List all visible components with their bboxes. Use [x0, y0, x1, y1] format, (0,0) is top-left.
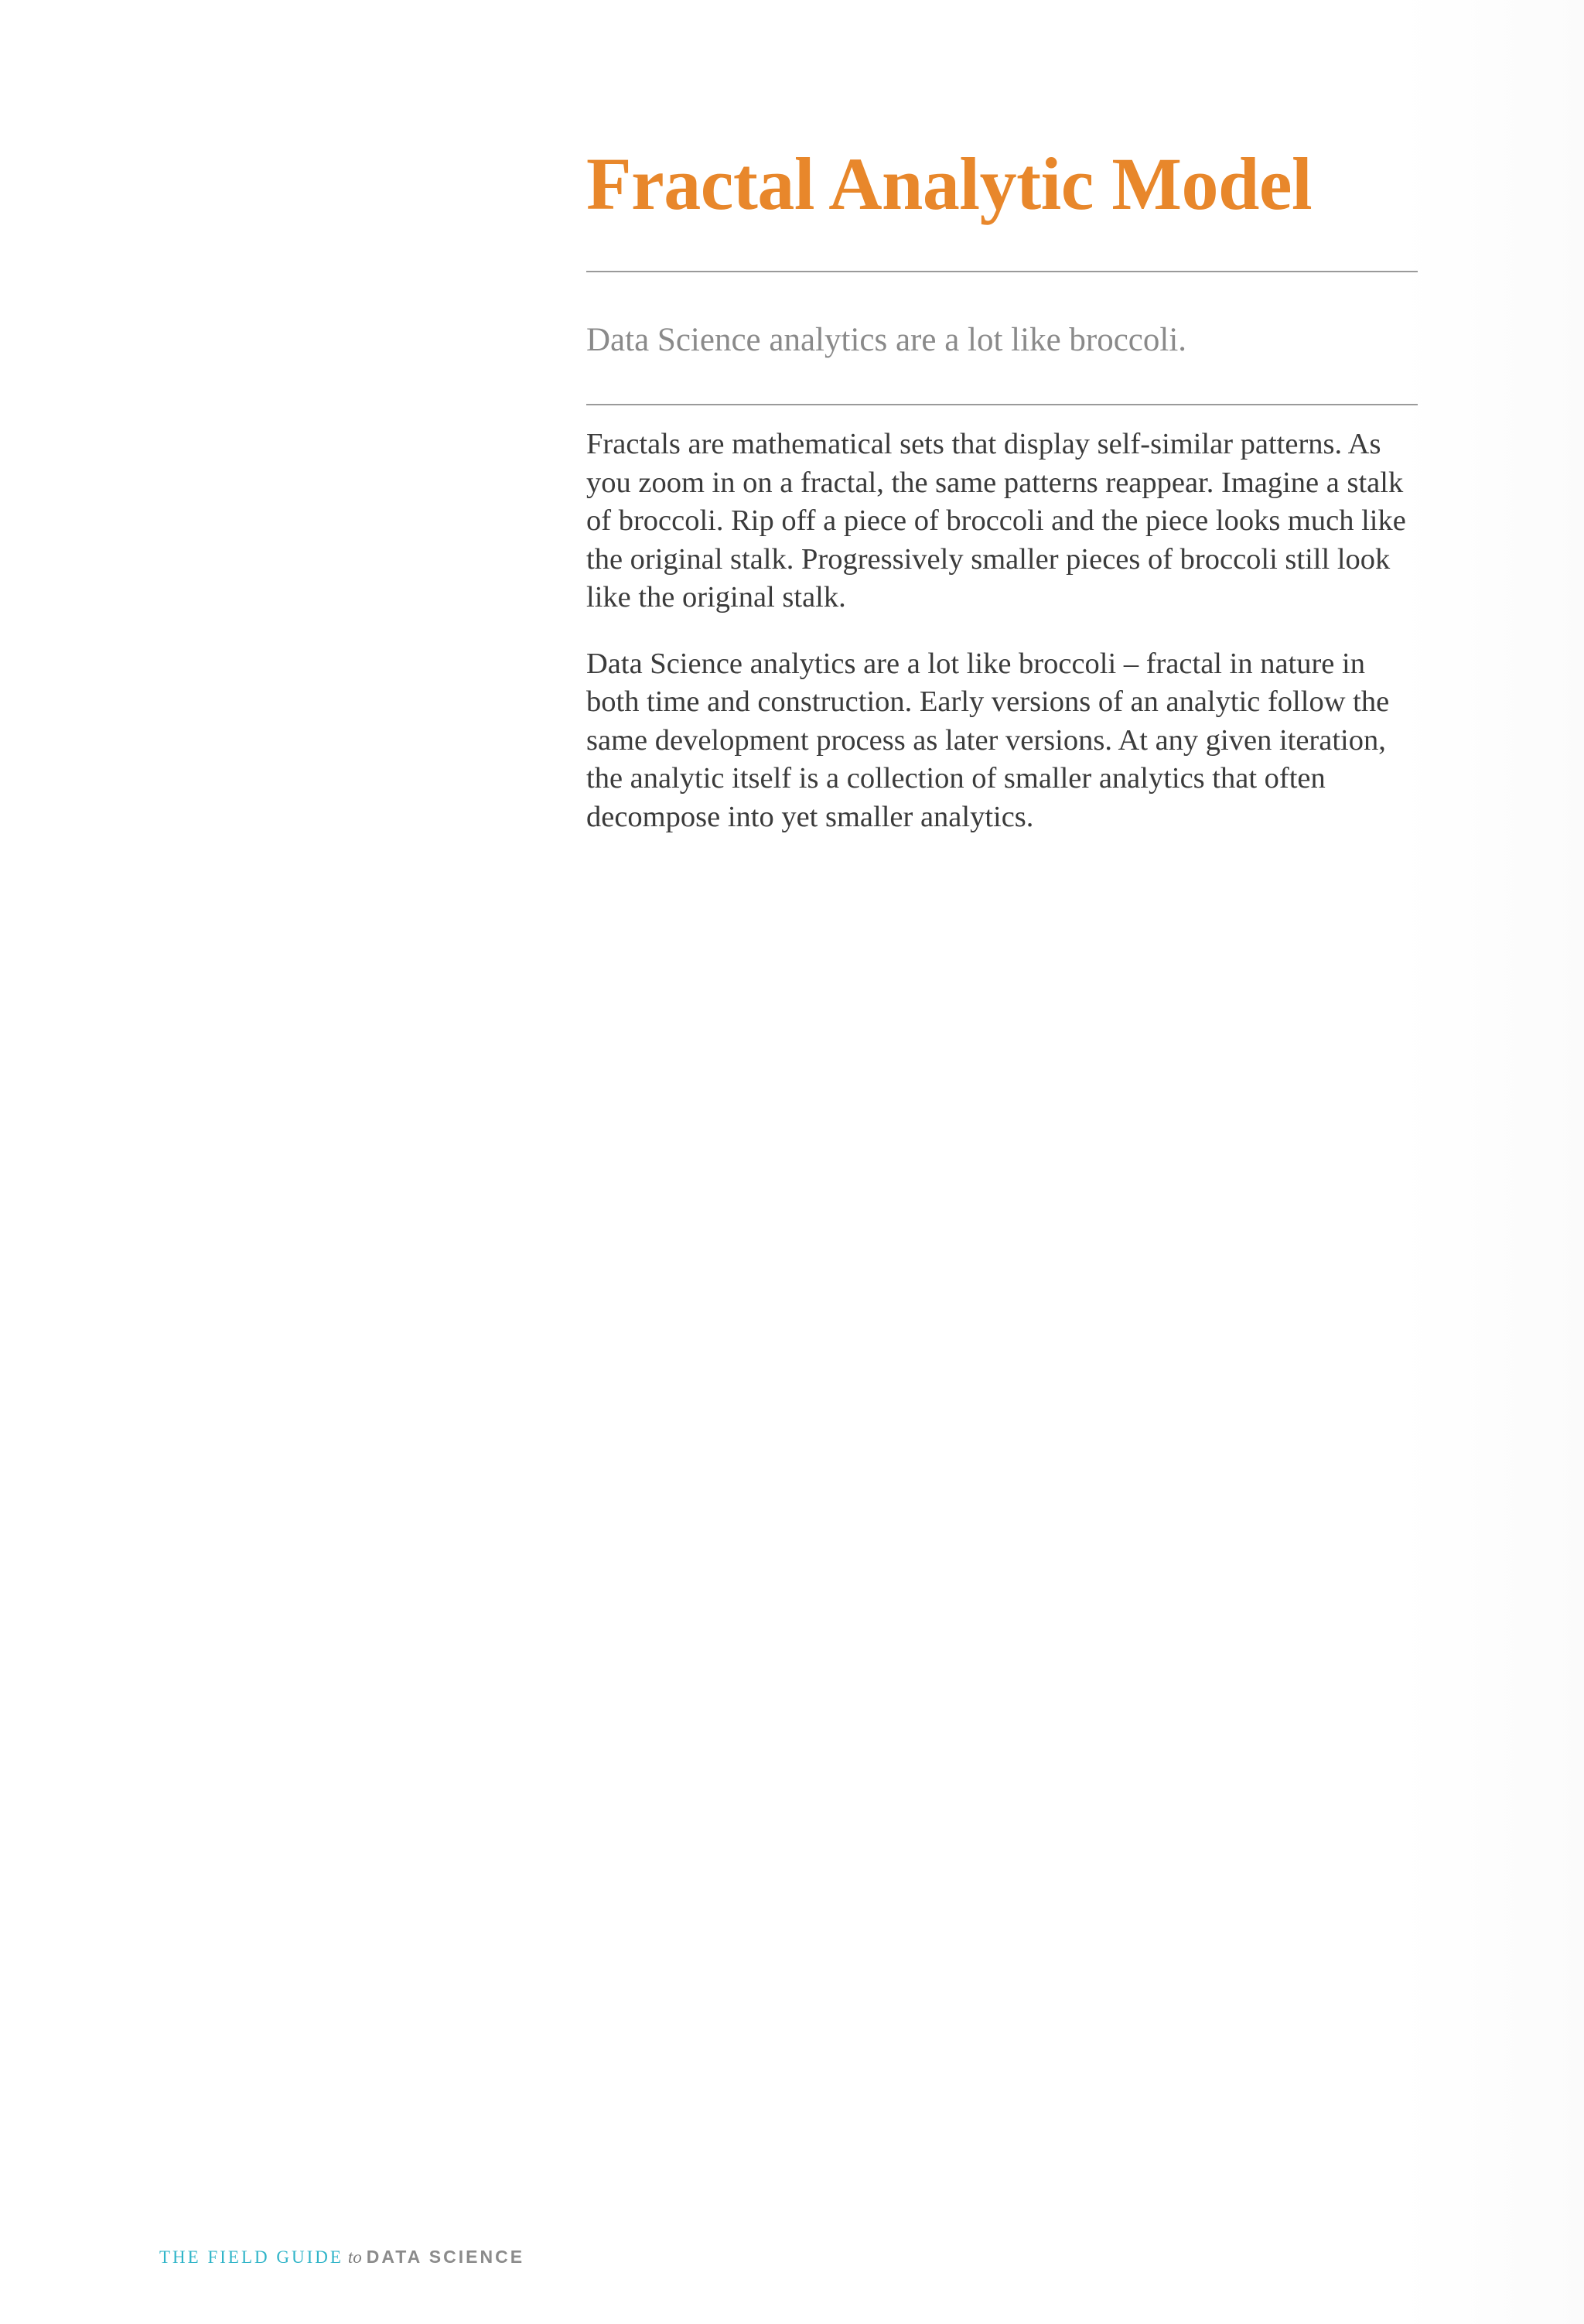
subtitle: Data Science analytics are a lot like broccoli.: [586, 322, 1187, 358]
footer-part-data-science: DATA SCIENCE: [366, 2247, 525, 2267]
body-paragraph-2: Data Science analytics are a lot like broccoli – fractal in nature in both time and construction. Early versions of an analytic follow the same development process as later versions. At any given iteration, the analytic itself is a collection of smaller analytics that often decompose into yet smaller analytics.: [586, 647, 1390, 833]
footer-running-title: [159, 2247, 524, 2268]
page-title: Fractal Analytic Model: [586, 142, 1313, 225]
subtitle-divider: [586, 404, 1418, 405]
article: [586, 138, 1418, 836]
footer-part-field-guide: THE FIELD GUIDE: [159, 2247, 343, 2267]
body-paragraph-1: Fractals are mathematical sets that display self-similar patterns. As you zoom in on a fractal, the same patterns reappear. Imagine a stalk of broccoli. Rip off a piece of broccoli and the piece looks much like the original stalk. Progressively smaller pieces of broccoli still look like the original stalk.: [586, 428, 1406, 613]
footer-part-to: to: [347, 2247, 362, 2267]
page-edge-shade: [1400, 0, 1584, 2324]
title-divider: [586, 271, 1418, 272]
